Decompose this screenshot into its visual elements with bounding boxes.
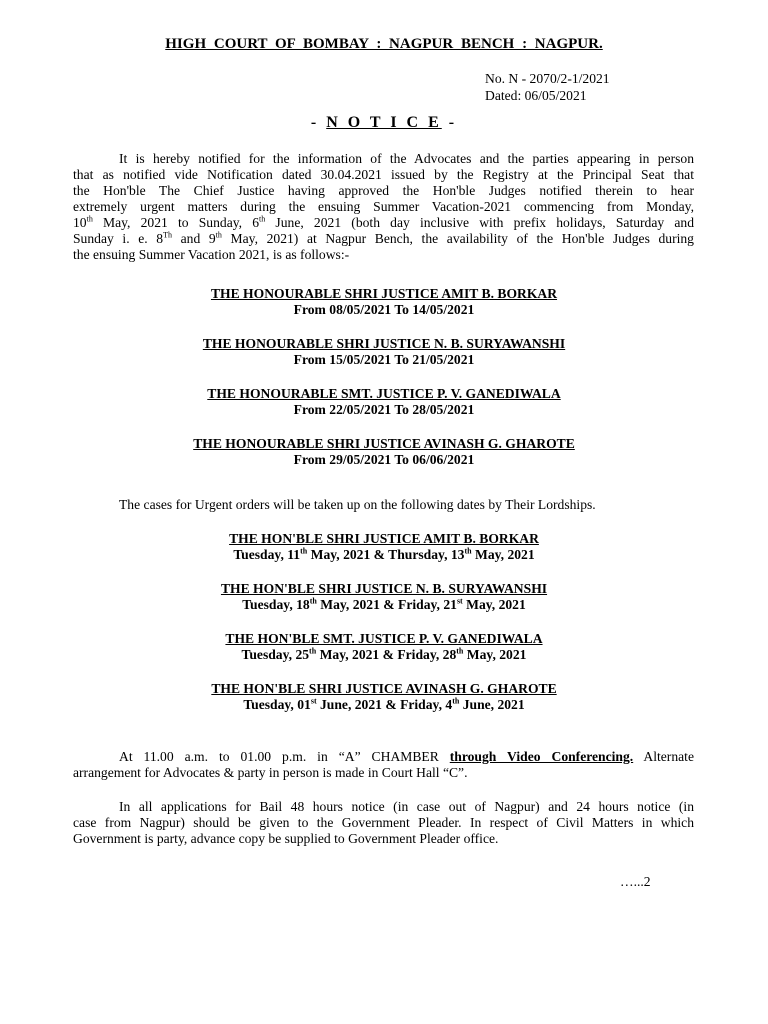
reference-block — [485, 70, 610, 104]
judge-dates: From 08/05/2021 To 14/05/2021 — [293, 302, 475, 317]
judge-name: THE HON'BLE SMT. JUSTICE P. V. GANEDIWALA — [225, 631, 543, 646]
judge-name: THE HONOURABLE SHRI JUSTICE N. B. SURYAWANSHI — [202, 336, 566, 351]
judge-name: THE HON'BLE SHRI JUSTICE N. B. SURYAWANSHI — [220, 581, 548, 596]
notice-date: Dated: 06/05/2021 — [485, 88, 587, 103]
urgent-judge-3 — [0, 631, 768, 663]
availability-judge-3 — [0, 386, 768, 418]
judge-name: THE HONOURABLE SHRI JUSTICE AVINASH G. GHAROTE — [193, 436, 575, 451]
notice-title: - N O T I C E - — [310, 114, 458, 131]
urgent-intro: The cases for Urgent orders will be taken up on the following dates by Their Lordships. — [119, 497, 596, 512]
judge-name: THE HON'BLE SHRI JUSTICE AVINASH G. GHAROTE — [211, 681, 557, 696]
judge-name: THE HONOURABLE SMT. JUSTICE P. V. GANEDIWALA — [207, 386, 561, 401]
notice-title-word: N O T I C E — [326, 114, 442, 131]
intro-paragraph: It is hereby notified for the information of the Advocates and the parties appearing in person that as notified vide Notification dated 30.04.2021 issued by the Registry at the Principal Seat that the Hon'ble The Chief Justice having approved the Hon'ble Judges notified therein to hear extremely urgent matters during the ensuing Summer Vacation-2021 commencing from Monday, 10th May, 2021 to Sunday, 6th June, 2021 (both day inclusive with prefix holidays, Saturday and Sunday i. e. 8Th and 9th May, 2021) at Nagpur Bench, the availability of the Hon'ble Judges during the ensuing Summer Vacation 2021, is as follows:- — [73, 151, 694, 262]
judge-name: THE HONOURABLE SHRI JUSTICE AMIT B. BORKAR — [210, 286, 558, 301]
judge-name: THE HON'BLE SHRI JUSTICE AMIT B. BORKAR — [229, 531, 539, 546]
court-heading: HIGH COURT OF BOMBAY : NAGPUR BENCH : NAGPUR. — [165, 36, 603, 52]
urgent-dates: Tuesday, 25th May, 2021 & Friday, 28th May, 2021 — [241, 646, 527, 662]
judge-dates: From 29/05/2021 To 06/06/2021 — [293, 452, 475, 467]
urgent-dates: Tuesday, 18th May, 2021 & Friday, 21st May, 2021 — [242, 596, 526, 612]
availability-judge-2 — [0, 336, 768, 368]
urgent-judge-4 — [0, 681, 768, 713]
urgent-judge-1 — [0, 531, 768, 563]
urgent-dates: Tuesday, 11th May, 2021 & Thursday, 13th May, 2021 — [233, 546, 535, 562]
urgent-judge-2 — [0, 581, 768, 613]
availability-judge-1 — [0, 286, 768, 318]
judge-dates: From 22/05/2021 To 28/05/2021 — [293, 402, 475, 417]
page-continuation: …...2 — [620, 874, 651, 889]
bail-paragraph: In all applications for Bail 48 hours notice (in case out of Nagpur) and 24 hours notice (in case from Nagpur) should be given to the Government Pleader. In respect of Civil Matters in which Government is party, advance copy be supplied to Government Pleader office. — [73, 799, 694, 846]
chamber-paragraph: At 11.00 a.m. to 01.00 p.m. in “A” CHAMBER through Video Conferencing. Alternate arrangement for Advocates & party in person is made in Court Hall “C”. — [73, 749, 694, 780]
notice-number: No. N - 2070/2-1/2021 — [485, 71, 610, 86]
availability-judge-4 — [0, 436, 768, 468]
judge-dates: From 15/05/2021 To 21/05/2021 — [293, 352, 475, 367]
urgent-dates: Tuesday, 01st June, 2021 & Friday, 4th June, 2021 — [243, 696, 525, 712]
video-conferencing-text: through Video Conferencing. — [449, 749, 634, 764]
